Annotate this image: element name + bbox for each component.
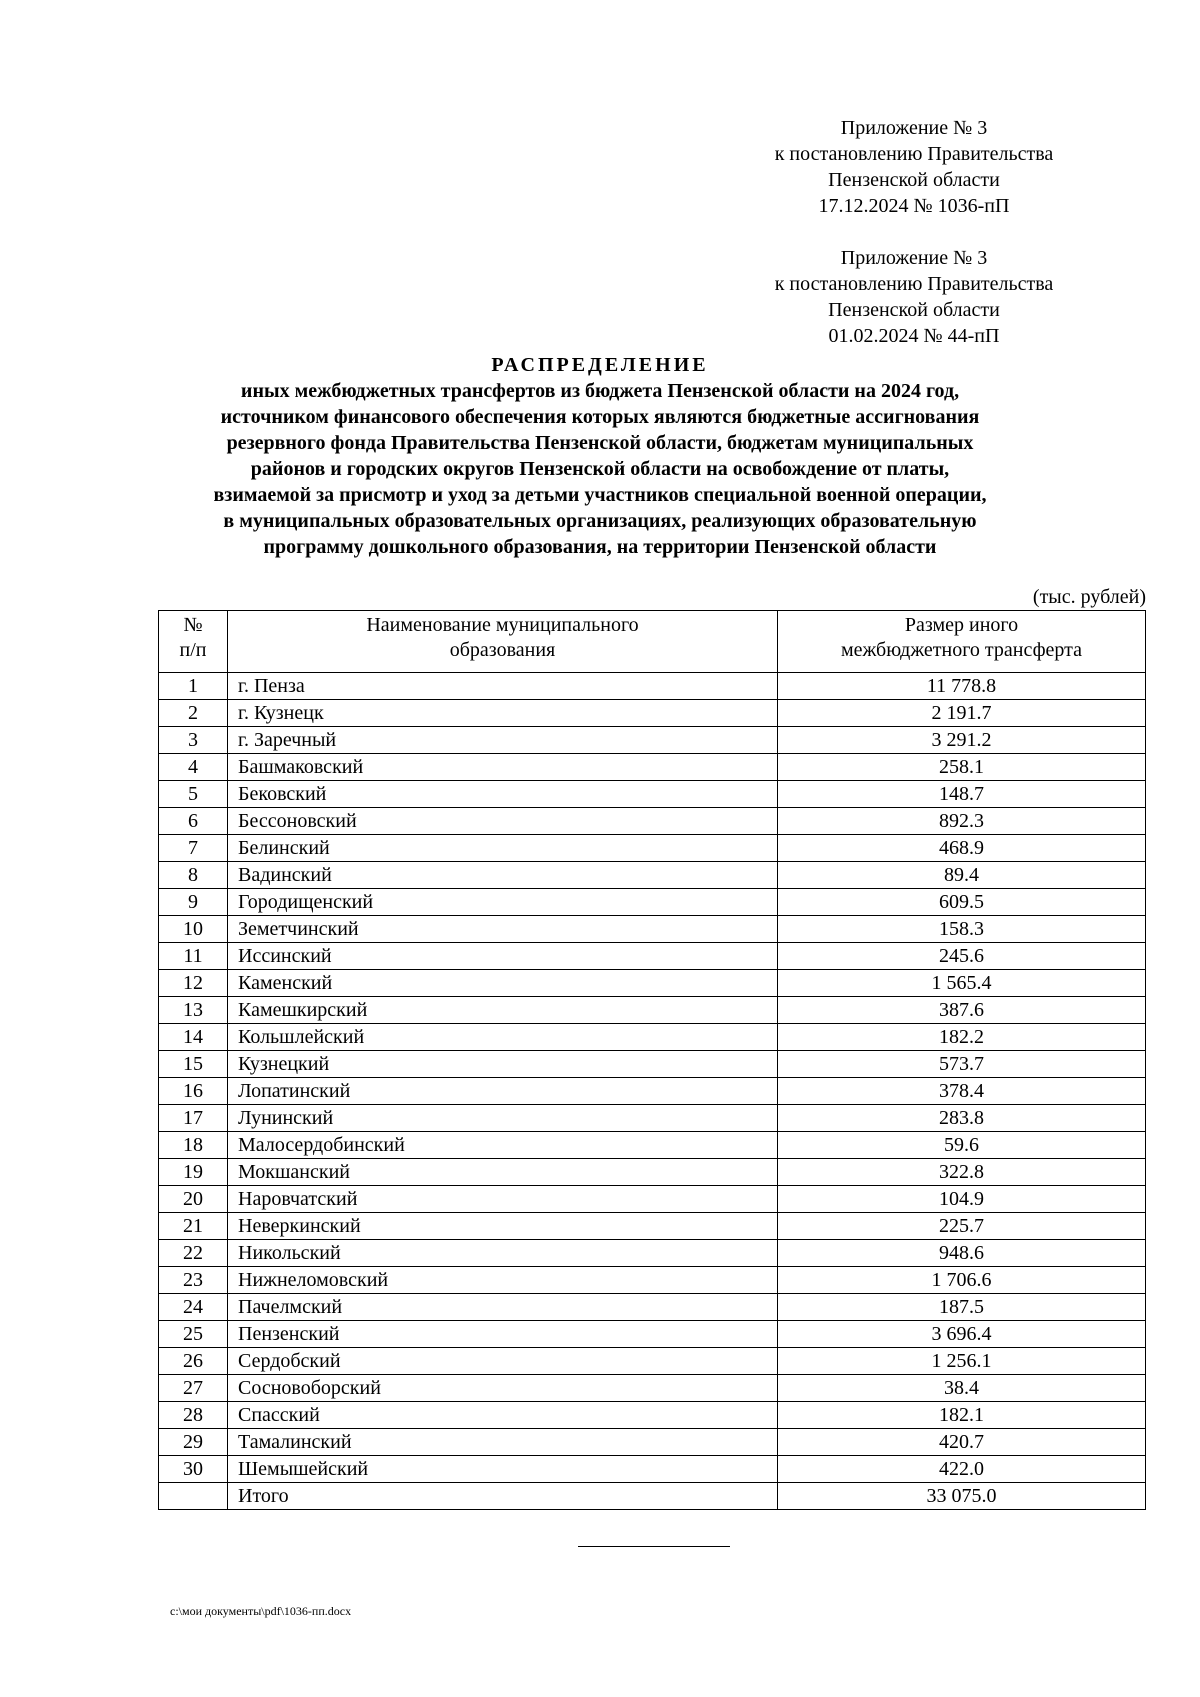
row-number: 4	[159, 754, 228, 781]
title-line: иных межбюджетных трансфертов из бюджета Пензенской области на 2024 год,	[240, 380, 960, 402]
row-municipality: Кузнецкий	[228, 1051, 778, 1078]
row-municipality: Земетчинский	[228, 916, 778, 943]
annex-block-current	[728, 115, 1100, 219]
row-amount: 182.2	[778, 1024, 1146, 1051]
row-number: 19	[159, 1159, 228, 1186]
row-number: 16	[159, 1078, 228, 1105]
row-number	[159, 1483, 228, 1510]
distribution-table	[158, 610, 1146, 1510]
row-amount: 38.4	[778, 1375, 1146, 1402]
row-municipality: Кольшлейский	[228, 1024, 778, 1051]
table-row	[159, 727, 1146, 754]
annex-block-original	[728, 245, 1100, 349]
row-municipality: Пензенский	[228, 1321, 778, 1348]
table-row	[159, 970, 1146, 997]
row-number: 3	[159, 727, 228, 754]
row-municipality: Бессоновский	[228, 808, 778, 835]
header-number	[159, 611, 228, 673]
table-row	[159, 889, 1146, 916]
header-value-line1: Размер иного	[904, 614, 1019, 636]
row-number: 28	[159, 1402, 228, 1429]
row-municipality: г. Пенза	[228, 673, 778, 700]
header-value-line2: межбюджетного трансферта	[840, 639, 1083, 661]
total-row	[159, 1483, 1146, 1510]
row-municipality: Пачелмский	[228, 1294, 778, 1321]
table-row	[159, 1024, 1146, 1051]
annex-region: Пензенской области	[828, 299, 1000, 321]
annex-ref: к постановлению Правительства	[774, 273, 1054, 295]
row-number: 27	[159, 1375, 228, 1402]
row-number: 25	[159, 1321, 228, 1348]
row-amount: 322.8	[778, 1159, 1146, 1186]
table-row	[159, 781, 1146, 808]
row-amount: 104.9	[778, 1186, 1146, 1213]
row-number: 13	[159, 997, 228, 1024]
table-row	[159, 1375, 1146, 1402]
row-amount: 387.6	[778, 997, 1146, 1024]
row-number: 10	[159, 916, 228, 943]
row-municipality: Башмаковский	[228, 754, 778, 781]
row-municipality: Шемышейский	[228, 1456, 778, 1483]
row-amount: 3 291.2	[778, 727, 1146, 754]
row-municipality: Белинский	[228, 835, 778, 862]
table-row	[159, 916, 1146, 943]
units-label: (тыс. рублей)	[1032, 586, 1146, 608]
header-name-line1: Наименование муниципального	[366, 614, 639, 636]
row-number: 15	[159, 1051, 228, 1078]
annex-region: Пензенской области	[828, 169, 1000, 191]
table-row	[159, 1348, 1146, 1375]
header-number-line2: п/п	[179, 639, 207, 661]
title-line: резервного фонда Правительства Пензенской области, бюджетам муниципальных	[226, 432, 974, 454]
row-amount: 378.4	[778, 1078, 1146, 1105]
row-amount: 182.1	[778, 1402, 1146, 1429]
row-municipality: Сосновоборский	[228, 1375, 778, 1402]
title-line: районов и городских округов Пензенской области на освобождение от платы,	[250, 458, 950, 480]
annex-ref: к постановлению Правительства	[774, 143, 1054, 165]
row-municipality: Итого	[228, 1483, 778, 1510]
row-amount: 422.0	[778, 1456, 1146, 1483]
row-amount: 1 565.4	[778, 970, 1146, 997]
row-number: 6	[159, 808, 228, 835]
row-number: 26	[159, 1348, 228, 1375]
row-municipality: Спасский	[228, 1402, 778, 1429]
row-number: 11	[159, 943, 228, 970]
row-number: 1	[159, 673, 228, 700]
row-number: 24	[159, 1294, 228, 1321]
title-heading: РАСПРЕДЕЛЕНИЕ	[491, 354, 709, 376]
document-title	[120, 352, 1080, 560]
table-row	[159, 1267, 1146, 1294]
row-amount: 948.6	[778, 1240, 1146, 1267]
table-row	[159, 943, 1146, 970]
row-number: 21	[159, 1213, 228, 1240]
row-amount: 225.7	[778, 1213, 1146, 1240]
row-municipality: Сердобский	[228, 1348, 778, 1375]
row-number: 30	[159, 1456, 228, 1483]
row-number: 8	[159, 862, 228, 889]
row-amount: 3 696.4	[778, 1321, 1146, 1348]
row-number: 2	[159, 700, 228, 727]
row-amount: 148.7	[778, 781, 1146, 808]
row-number: 14	[159, 1024, 228, 1051]
table-row	[159, 1051, 1146, 1078]
annex-date-number: 17.12.2024 № 1036-пП	[818, 195, 1010, 217]
annex-date-number: 01.02.2024 № 44-пП	[828, 325, 1000, 347]
row-amount: 245.6	[778, 943, 1146, 970]
title-line: в муниципальных образовательных организациях, реализующих образовательную	[223, 510, 977, 532]
row-amount: 59.6	[778, 1132, 1146, 1159]
row-amount: 283.8	[778, 1105, 1146, 1132]
row-municipality: Лунинский	[228, 1105, 778, 1132]
table-row	[159, 1105, 1146, 1132]
row-amount: 2 191.7	[778, 700, 1146, 727]
row-number: 20	[159, 1186, 228, 1213]
table-row	[159, 673, 1146, 700]
table-header-row	[159, 611, 1146, 673]
row-municipality: Вадинский	[228, 862, 778, 889]
row-amount: 420.7	[778, 1429, 1146, 1456]
title-line: источником финансового обеспечения которых являются бюджетные ассигнования	[220, 406, 980, 428]
table-row	[159, 1159, 1146, 1186]
row-amount: 892.3	[778, 808, 1146, 835]
row-number: 23	[159, 1267, 228, 1294]
row-municipality: Нижнеломовский	[228, 1267, 778, 1294]
title-line: программу дошкольного образования, на территории Пензенской области	[263, 536, 937, 558]
row-municipality: Городищенский	[228, 889, 778, 916]
row-number: 29	[159, 1429, 228, 1456]
row-amount: 1 256.1	[778, 1348, 1146, 1375]
table-row	[159, 1240, 1146, 1267]
row-municipality: г. Кузнецк	[228, 700, 778, 727]
row-amount: 11 778.8	[778, 673, 1146, 700]
header-value	[778, 611, 1146, 673]
row-number: 12	[159, 970, 228, 997]
end-divider	[578, 1546, 730, 1547]
header-name-line2: образования	[449, 639, 556, 661]
table-row	[159, 808, 1146, 835]
header-name	[228, 611, 778, 673]
table-row	[159, 1321, 1146, 1348]
table-row	[159, 1456, 1146, 1483]
header-number-line1: №	[183, 614, 203, 636]
row-amount: 1 706.6	[778, 1267, 1146, 1294]
row-amount: 33 075.0	[778, 1483, 1146, 1510]
title-subtitle	[120, 378, 1080, 560]
row-amount: 187.5	[778, 1294, 1146, 1321]
annex-label: Приложение № 3	[840, 247, 988, 269]
row-municipality: Лопатинский	[228, 1078, 778, 1105]
row-number: 18	[159, 1132, 228, 1159]
table-row	[159, 1132, 1146, 1159]
row-amount: 158.3	[778, 916, 1146, 943]
row-number: 9	[159, 889, 228, 916]
table-row	[159, 835, 1146, 862]
row-amount: 573.7	[778, 1051, 1146, 1078]
row-municipality: г. Заречный	[228, 727, 778, 754]
row-municipality: Никольский	[228, 1240, 778, 1267]
table-row	[159, 1429, 1146, 1456]
row-number: 22	[159, 1240, 228, 1267]
table-row	[159, 1294, 1146, 1321]
row-municipality: Мокшанский	[228, 1159, 778, 1186]
row-amount: 89.4	[778, 862, 1146, 889]
table-row	[159, 1186, 1146, 1213]
row-amount: 468.9	[778, 835, 1146, 862]
table-row	[159, 1213, 1146, 1240]
row-municipality: Наровчатский	[228, 1186, 778, 1213]
row-municipality: Тамалинский	[228, 1429, 778, 1456]
row-municipality: Бековский	[228, 781, 778, 808]
row-municipality: Иссинский	[228, 943, 778, 970]
row-municipality: Камешкирский	[228, 997, 778, 1024]
table-row	[159, 1078, 1146, 1105]
annex-label: Приложение № 3	[840, 117, 988, 139]
footer-file-path: c:\мои документы\pdf\1036-пп.docx	[170, 1604, 352, 1618]
table-row	[159, 754, 1146, 781]
title-line: взимаемой за присмотр и уход за детьми участников специальной военной операции,	[213, 484, 987, 506]
row-number: 17	[159, 1105, 228, 1132]
row-municipality: Каменский	[228, 970, 778, 997]
row-municipality: Малосердобинский	[228, 1132, 778, 1159]
row-number: 7	[159, 835, 228, 862]
table-body	[159, 673, 1146, 1510]
row-number: 5	[159, 781, 228, 808]
row-municipality: Неверкинский	[228, 1213, 778, 1240]
row-amount: 609.5	[778, 889, 1146, 916]
table-row	[159, 997, 1146, 1024]
table-row	[159, 1402, 1146, 1429]
table-row	[159, 862, 1146, 889]
row-amount: 258.1	[778, 754, 1146, 781]
table-row	[159, 700, 1146, 727]
